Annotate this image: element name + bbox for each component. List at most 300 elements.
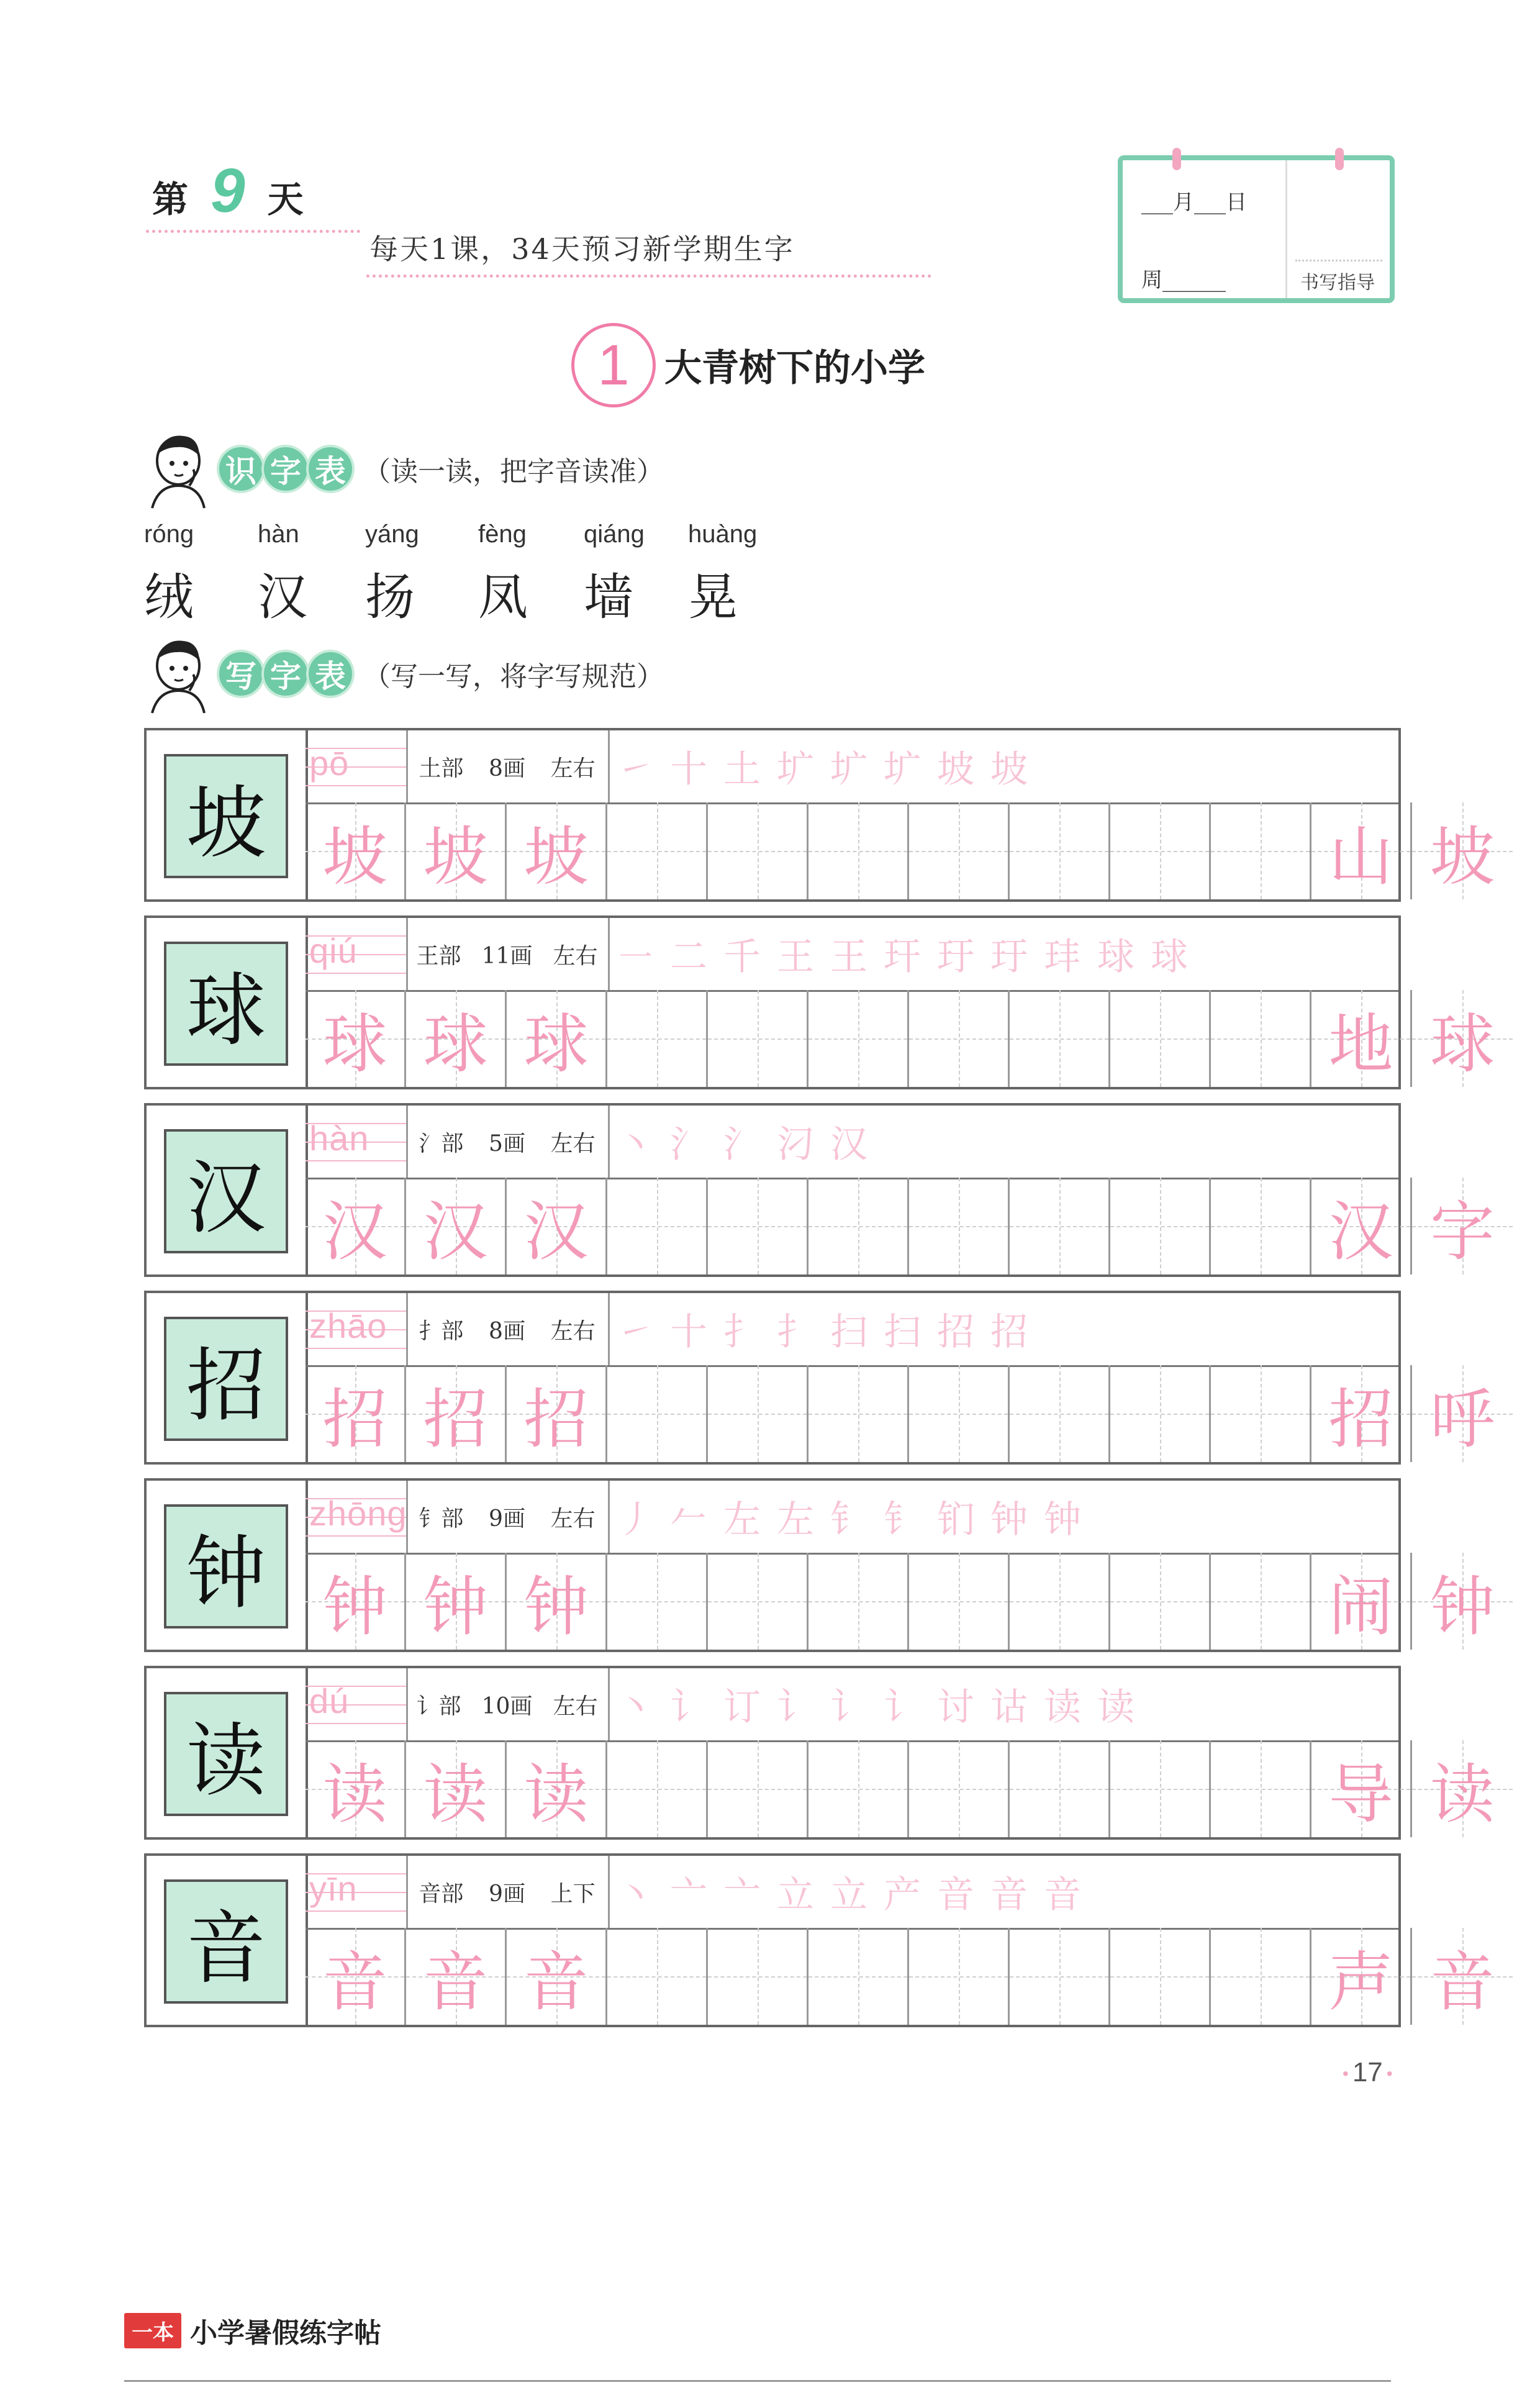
char-structure: 左右 <box>553 943 598 969</box>
practice-cell[interactable] <box>1010 1178 1110 1274</box>
char-info <box>406 1668 610 1740</box>
stroke-order <box>608 1106 1398 1178</box>
writing-row <box>144 915 1495 1089</box>
practice-cell[interactable] <box>406 1928 507 2025</box>
practice-cell[interactable] <box>306 1928 406 2025</box>
practice-cell[interactable] <box>708 1740 808 1837</box>
pinyin-box <box>306 1481 408 1553</box>
calendar-ring-icon <box>1172 148 1181 170</box>
badge-char: 字 <box>261 650 310 698</box>
practice-cell[interactable] <box>1412 1365 1513 1462</box>
char-structure: 左右 <box>550 1506 596 1532</box>
stroke-step: 立 <box>777 1873 814 1917</box>
practice-cell[interactable] <box>1010 990 1110 1087</box>
char-strokes: 9画 <box>489 1506 525 1532</box>
practice-cell[interactable] <box>1412 990 1513 1087</box>
read-hint: （读一读，把字音读准） <box>363 456 664 488</box>
read-char: 扬 <box>365 568 415 626</box>
day-title <box>152 155 304 227</box>
stroke-step: 讨 <box>937 1686 974 1729</box>
badge-char: 表 <box>306 650 355 698</box>
char-structure: 左右 <box>553 1693 598 1719</box>
char-strokes: 9画 <box>489 1881 525 1907</box>
practice-cell[interactable] <box>607 1928 708 2025</box>
stroke-step: 土 <box>723 748 761 791</box>
stroke-step: 左 <box>777 1498 814 1542</box>
model-char-box <box>147 918 308 1087</box>
practice-grid <box>306 802 1495 899</box>
char-info <box>406 1481 610 1553</box>
boy-writing-icon <box>140 634 220 714</box>
practice-cell[interactable] <box>909 1740 1010 1837</box>
stroke-step: 氵 <box>670 1123 707 1166</box>
practice-cell[interactable] <box>1412 1178 1513 1274</box>
practice-cell[interactable] <box>808 1365 909 1462</box>
practice-cell[interactable] <box>406 1178 507 1274</box>
practice-cell[interactable] <box>808 1553 909 1650</box>
read-char: 绒 <box>144 568 194 626</box>
read-char: 晃 <box>688 568 738 626</box>
practice-cell[interactable] <box>708 802 808 899</box>
stroke-step: 钟 <box>990 1498 1028 1542</box>
trace-char: 读 <box>1429 1756 1495 1832</box>
model-char-box <box>147 1856 308 2025</box>
model-char: 招 <box>164 1317 288 1441</box>
practice-cell[interactable] <box>507 1178 607 1274</box>
practice-cell[interactable] <box>406 1740 507 1837</box>
char-info <box>406 1106 610 1178</box>
read-item <box>258 520 363 629</box>
pinyin-text: hàn <box>309 1119 369 1158</box>
practice-cell[interactable] <box>1010 802 1110 899</box>
footer <box>124 2310 381 2350</box>
read-pinyin: hàn <box>258 520 299 548</box>
stroke-step: 讠 <box>830 1686 867 1729</box>
day-number: 9 <box>211 156 245 225</box>
trace-char: 钟 <box>523 1569 589 1645</box>
page-number: • 17 • <box>1339 2057 1397 2088</box>
stroke-step: 王 <box>777 935 814 979</box>
trace-char: 山 <box>1328 819 1393 894</box>
stroke-step: 扌 <box>777 1311 814 1354</box>
pinyin-text: pō <box>309 743 350 783</box>
practice-cell[interactable] <box>1311 1740 1412 1837</box>
stroke-order <box>608 918 1398 990</box>
trace-char: 音 <box>523 1944 589 2020</box>
trace-char: 汉 <box>523 1194 589 1270</box>
trace-char: 地 <box>1328 1006 1393 1082</box>
calendar-date: ___月___日 <box>1141 190 1247 215</box>
read-section-head <box>140 429 664 509</box>
read-item <box>584 520 689 629</box>
practice-cell[interactable] <box>1110 990 1211 1087</box>
model-char: 汉 <box>164 1129 288 1253</box>
practice-cell[interactable] <box>306 802 406 899</box>
practice-cell[interactable] <box>1110 1928 1211 2025</box>
practice-grid <box>306 990 1495 1087</box>
practice-cell[interactable] <box>1211 1178 1311 1274</box>
writing-row <box>144 1103 1495 1277</box>
lesson-number: 1 <box>571 323 656 407</box>
trace-char: 读 <box>423 1756 488 1832</box>
stroke-step: 汈 <box>777 1123 814 1166</box>
char-strokes: 5画 <box>489 1130 525 1156</box>
practice-cell[interactable] <box>1110 802 1211 899</box>
stroke-step: 钅 <box>830 1498 867 1542</box>
stroke-step: 丿 <box>617 1498 654 1542</box>
read-char: 凤 <box>478 568 528 626</box>
practice-cell[interactable] <box>808 990 909 1087</box>
model-char-box <box>147 1668 308 1837</box>
practice-cell[interactable] <box>1010 1365 1110 1462</box>
practice-cell[interactable] <box>708 1928 808 2025</box>
trace-char: 坡 <box>523 819 589 894</box>
writing-row <box>144 1666 1495 1840</box>
stroke-order <box>608 1668 1398 1740</box>
stroke-step: 坡 <box>937 748 974 791</box>
practice-grid <box>306 1928 1495 2025</box>
writing-row <box>144 728 1495 902</box>
practice-cell[interactable] <box>1311 802 1412 899</box>
read-item <box>478 520 584 629</box>
stroke-step: 扫 <box>830 1311 867 1354</box>
stroke-step: 王 <box>830 935 867 979</box>
practice-cell[interactable] <box>909 1178 1010 1274</box>
practice-cell[interactable] <box>507 1553 607 1650</box>
pinyin-text: zhōng <box>309 1494 407 1533</box>
stroke-step: 订 <box>723 1686 761 1729</box>
char-radical: 氵部 <box>419 1130 464 1156</box>
trace-char: 呼 <box>1429 1381 1495 1457</box>
stroke-order <box>608 1293 1398 1365</box>
practice-cell[interactable] <box>1311 990 1412 1087</box>
pinyin-box <box>306 918 408 990</box>
brand-logo: 一本 <box>124 2313 181 2348</box>
practice-cell[interactable] <box>1110 1178 1211 1274</box>
practice-cell[interactable] <box>1211 1553 1311 1650</box>
calendar-week: 周______ <box>1141 268 1226 293</box>
practice-cell[interactable] <box>306 1553 406 1650</box>
stroke-step: 讠 <box>670 1686 707 1729</box>
trace-char: 汉 <box>322 1194 387 1270</box>
practice-cell[interactable] <box>1010 1553 1110 1650</box>
day-suffix: 天 <box>267 178 304 220</box>
read-pinyin: huàng <box>688 520 758 548</box>
practice-cell[interactable] <box>607 1553 708 1650</box>
stroke-step: 读 <box>1097 1686 1135 1729</box>
badge-char: 写 <box>217 650 265 698</box>
badge-char: 字 <box>261 445 310 493</box>
practice-grid <box>306 1365 1495 1462</box>
stroke-step: 二 <box>670 935 707 979</box>
stroke-step: 读 <box>1044 1686 1081 1729</box>
stroke-step: 讠 <box>884 1686 921 1729</box>
char-radical: 扌部 <box>419 1318 464 1344</box>
writing-guide-label[interactable]: 书写指导 <box>1300 272 1375 294</box>
char-structure: 上下 <box>550 1881 596 1907</box>
stroke-step: 亠 <box>670 1873 707 1917</box>
practice-cell[interactable] <box>1010 1928 1110 2025</box>
pinyin-box <box>306 1856 408 1928</box>
char-structure: 左右 <box>550 755 596 781</box>
pinyin-text: zhāo <box>309 1306 387 1345</box>
practice-cell[interactable] <box>607 1740 708 1837</box>
read-pinyin: yáng <box>365 520 419 548</box>
read-item <box>365 520 471 629</box>
char-radical: 音部 <box>419 1881 464 1907</box>
char-strokes: 11画 <box>481 943 533 969</box>
practice-cell[interactable] <box>909 1365 1010 1462</box>
writing-row <box>144 1853 1495 2027</box>
practice-cell[interactable] <box>808 802 909 899</box>
book-title: 小学暑假练字帖 <box>190 2317 381 2349</box>
badge-char: 表 <box>306 445 355 493</box>
practice-cell[interactable] <box>1412 1553 1513 1650</box>
practice-grid <box>306 1553 1495 1650</box>
stroke-step: 左 <box>723 1498 761 1542</box>
read-char: 汉 <box>258 568 307 626</box>
stroke-step: 钅 <box>884 1498 921 1542</box>
practice-cell[interactable] <box>306 1740 406 1837</box>
day-prefix: 第 <box>152 178 189 220</box>
practice-cell[interactable] <box>406 802 507 899</box>
stroke-step: 圹 <box>884 748 921 791</box>
stroke-step: 十 <box>670 748 707 791</box>
practice-cell[interactable] <box>808 1178 909 1274</box>
boy-reading-icon <box>140 429 220 509</box>
model-char-box <box>147 1481 308 1650</box>
trace-char: 音 <box>423 1944 488 2020</box>
stroke-step: 音 <box>937 1873 974 1917</box>
char-info <box>406 1856 610 1928</box>
practice-cell[interactable] <box>607 1178 708 1274</box>
pinyin-box <box>306 1668 408 1740</box>
stroke-step: 氵 <box>723 1123 761 1166</box>
trace-char: 导 <box>1328 1756 1393 1832</box>
stroke-step: 扌 <box>723 1311 761 1354</box>
practice-cell[interactable] <box>1211 1740 1311 1837</box>
write-hint: （写一写，将字写规范） <box>363 661 664 693</box>
read-char: 墙 <box>584 568 633 626</box>
practice-cell[interactable] <box>306 1178 406 1274</box>
char-strokes: 10画 <box>481 1693 533 1719</box>
practice-cell[interactable] <box>1010 1740 1110 1837</box>
pinyin-box <box>306 730 408 802</box>
trace-char: 球 <box>523 1006 589 1082</box>
model-char: 坡 <box>164 754 288 878</box>
calendar-ring-icon <box>1335 148 1344 170</box>
practice-cell[interactable] <box>1311 1365 1412 1462</box>
trace-char: 招 <box>523 1381 589 1457</box>
char-structure: 左右 <box>550 1130 596 1156</box>
char-info <box>406 918 610 990</box>
trace-char: 闹 <box>1328 1569 1393 1645</box>
decor-dash-line <box>146 230 360 233</box>
practice-cell[interactable] <box>507 802 607 899</box>
char-radical: 钅部 <box>419 1506 464 1532</box>
practice-cell[interactable] <box>406 990 507 1087</box>
trace-char: 坡 <box>322 819 387 894</box>
practice-cell[interactable] <box>909 1553 1010 1650</box>
calendar-card <box>1118 155 1395 303</box>
trace-char: 招 <box>1328 1381 1393 1457</box>
practice-cell[interactable] <box>708 990 808 1087</box>
practice-cell[interactable] <box>909 990 1010 1087</box>
stroke-step: 玕 <box>884 935 921 979</box>
pinyin-text: dú <box>309 1681 350 1720</box>
stroke-step: 钔 <box>937 1498 974 1542</box>
decor-dash-line <box>366 275 931 278</box>
trace-char: 读 <box>523 1756 589 1832</box>
read-item <box>144 520 250 629</box>
trace-char: 球 <box>1429 1006 1495 1082</box>
practice-cell[interactable] <box>607 1365 708 1462</box>
trace-char: 坡 <box>1429 819 1495 894</box>
model-char-box <box>147 1293 308 1462</box>
stroke-step: 圹 <box>830 748 867 791</box>
writing-row <box>144 1291 1495 1465</box>
stroke-step: 玤 <box>1044 935 1081 979</box>
char-strokes: 8画 <box>489 1318 525 1344</box>
practice-cell[interactable] <box>708 1365 808 1462</box>
model-char-box <box>147 730 308 899</box>
practice-cell[interactable] <box>708 1553 808 1650</box>
practice-cell[interactable] <box>808 1928 909 2025</box>
practice-cell[interactable] <box>909 1928 1010 2025</box>
write-section-head <box>140 634 664 714</box>
stroke-order <box>608 730 1398 802</box>
stroke-step: 丶 <box>617 1123 654 1166</box>
trace-char: 球 <box>322 1006 387 1082</box>
trace-char: 汉 <box>1328 1194 1393 1270</box>
stroke-step: 圹 <box>777 748 814 791</box>
char-radical: 土部 <box>419 755 464 781</box>
practice-cell[interactable] <box>1211 990 1311 1087</box>
stroke-step: 汉 <box>830 1123 867 1166</box>
practice-cell[interactable] <box>507 1365 607 1462</box>
stroke-step: 扫 <box>884 1311 921 1354</box>
stroke-step: 钟 <box>1044 1498 1081 1542</box>
stroke-step: ㇀ <box>617 748 654 791</box>
writing-row <box>144 1478 1495 1652</box>
stroke-step: 十 <box>670 1311 707 1354</box>
trace-char: 读 <box>322 1756 387 1832</box>
practice-cell[interactable] <box>708 1178 808 1274</box>
practice-cell[interactable] <box>607 990 708 1087</box>
model-char: 球 <box>164 942 288 1066</box>
char-radical: 讠部 <box>416 1693 461 1719</box>
trace-char: 钟 <box>1429 1569 1495 1645</box>
read-pinyin: fèng <box>478 520 527 548</box>
practice-cell[interactable] <box>1311 1178 1412 1274</box>
char-radical: 王部 <box>416 943 461 969</box>
stroke-step: ㇀ <box>617 1311 654 1354</box>
stroke-order <box>608 1856 1398 1928</box>
practice-cell[interactable] <box>306 990 406 1087</box>
practice-cell[interactable] <box>406 1365 507 1462</box>
model-char: 钟 <box>164 1504 288 1629</box>
stroke-step: 千 <box>723 935 761 979</box>
char-info <box>406 730 610 802</box>
practice-cell[interactable] <box>507 1928 607 2025</box>
char-strokes: 8画 <box>489 755 525 781</box>
stroke-step: 球 <box>1151 935 1188 979</box>
stroke-step: ㇐ <box>617 935 654 979</box>
stroke-step: 丶 <box>617 1686 654 1729</box>
practice-cell[interactable] <box>1110 1553 1211 1650</box>
stroke-step: 丶 <box>617 1873 654 1917</box>
trace-char: 钟 <box>423 1569 488 1645</box>
practice-cell[interactable] <box>1110 1365 1211 1462</box>
trace-char: 声 <box>1328 1944 1393 2020</box>
practice-grid <box>306 1178 1495 1274</box>
stroke-step: 亠 <box>723 1873 761 1917</box>
stroke-step: 音 <box>1044 1873 1081 1917</box>
stroke-step: 产 <box>884 1873 921 1917</box>
practice-cell[interactable] <box>1211 1928 1311 2025</box>
trace-char: 汉 <box>423 1194 488 1270</box>
stroke-step: 玗 <box>937 935 974 979</box>
practice-cell[interactable] <box>909 802 1010 899</box>
stroke-step: 立 <box>830 1873 867 1917</box>
practice-grid <box>306 1740 1495 1837</box>
lesson-heading <box>571 323 925 407</box>
practice-cell[interactable] <box>306 1365 406 1462</box>
char-info <box>406 1293 610 1365</box>
practice-cell[interactable] <box>1412 1740 1513 1837</box>
pinyin-text: qiú <box>309 931 358 970</box>
read-pinyin: qiáng <box>584 520 645 548</box>
practice-cell[interactable] <box>1311 1553 1412 1650</box>
trace-char: 钟 <box>322 1569 387 1645</box>
stroke-step: 玗 <box>990 935 1028 979</box>
stroke-step: 𠂉 <box>670 1498 707 1542</box>
model-char-box <box>147 1106 308 1274</box>
practice-cell[interactable] <box>406 1553 507 1650</box>
practice-cell[interactable] <box>507 1740 607 1837</box>
practice-cell[interactable] <box>1412 802 1513 899</box>
practice-cell[interactable] <box>1211 1365 1311 1462</box>
read-pinyin: róng <box>144 520 194 548</box>
stroke-step: 诂 <box>990 1686 1028 1729</box>
stroke-step: 讠 <box>777 1686 814 1729</box>
model-char: 读 <box>164 1692 288 1816</box>
pinyin-box <box>306 1106 408 1178</box>
trace-char: 音 <box>1429 1944 1495 2020</box>
stroke-step: 招 <box>937 1311 974 1354</box>
trace-char: 坡 <box>423 819 488 894</box>
model-char: 音 <box>164 1879 288 2004</box>
stroke-step: 坡 <box>990 748 1028 791</box>
char-structure: 左右 <box>550 1318 596 1344</box>
practice-cell[interactable] <box>1211 802 1311 899</box>
trace-char: 字 <box>1429 1194 1495 1270</box>
badge-char: 识 <box>217 445 265 493</box>
trace-char: 球 <box>423 1006 488 1082</box>
lesson-title: 大青树下的小学 <box>664 347 925 390</box>
practice-cell[interactable] <box>507 990 607 1087</box>
stroke-step: 招 <box>990 1311 1028 1354</box>
practice-cell[interactable] <box>1311 1928 1412 2025</box>
practice-cell[interactable] <box>808 1740 909 1837</box>
stroke-step: 球 <box>1097 935 1135 979</box>
practice-cell[interactable] <box>1110 1740 1211 1837</box>
practice-cell[interactable] <box>1412 1928 1513 2025</box>
trace-char: 音 <box>322 1944 387 2020</box>
practice-cell[interactable] <box>607 802 708 899</box>
stroke-order <box>608 1481 1398 1553</box>
trace-char: 招 <box>423 1381 488 1457</box>
